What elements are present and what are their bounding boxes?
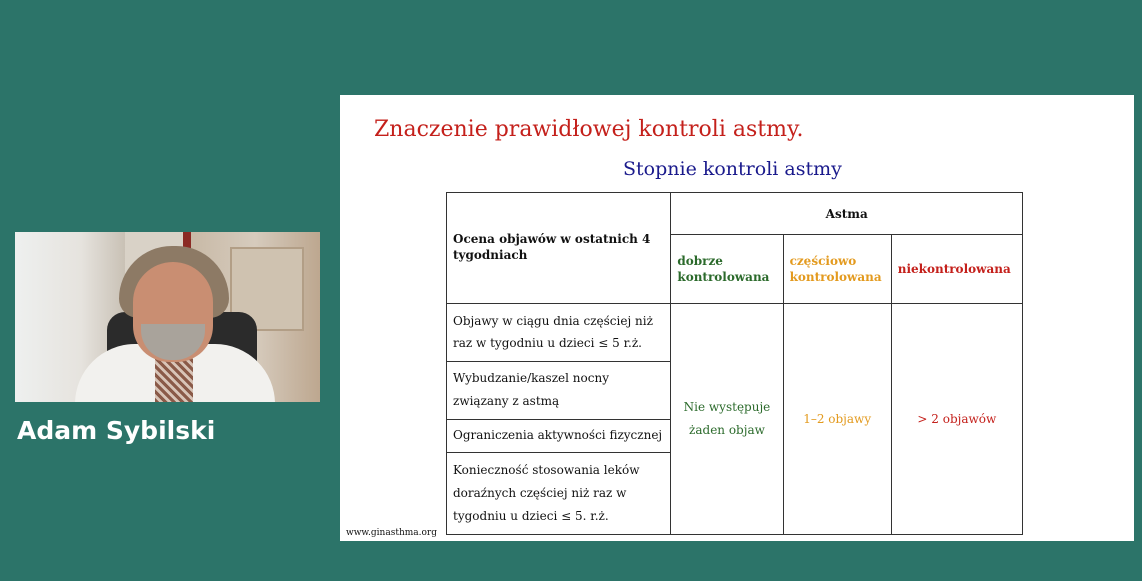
speaker-name: Adam Sybilski: [17, 416, 216, 445]
asthma-control-table: [446, 192, 1023, 535]
slide-subtitle: Stopnie kontroli astmy: [623, 158, 842, 180]
value-well-controlled: Nie występuje żaden objaw: [671, 304, 783, 535]
value-uncontrolled: > 2 objawów: [891, 304, 1022, 535]
speaker-video: [15, 232, 320, 402]
row-header-cell: Ocena objawów w ostatnich 4 tygodniach: [447, 193, 671, 304]
symptom-row: Ograniczenia aktywności fizycznej: [447, 419, 671, 453]
group-header-cell: Astma: [671, 193, 1023, 235]
symptom-row: Objawy w ciągu dnia częściej niż raz w tygodniu u dzieci ≤ 5 r.ż.: [447, 304, 671, 362]
presentation-slide: [340, 95, 1134, 541]
symptom-row: Wybudzanie/kaszel nocny związany z astmą: [447, 361, 671, 419]
slide-title: Znaczenie prawidłowej kontroli astmy.: [374, 117, 804, 142]
value-partly-controlled: 1–2 objawy: [783, 304, 891, 535]
level-uncontrolled: niekontrolowana: [891, 235, 1022, 304]
level-partly-controlled: częściowo kontrolowana: [783, 235, 891, 304]
slide-source: www.ginasthma.org: [346, 528, 437, 538]
level-well-controlled: dobrze kontrolowana: [671, 235, 783, 304]
symptom-row: Konieczność stosowania leków doraźnych częściej niż raz w tygodniu u dzieci ≤ 5. r.ż.: [447, 453, 671, 535]
